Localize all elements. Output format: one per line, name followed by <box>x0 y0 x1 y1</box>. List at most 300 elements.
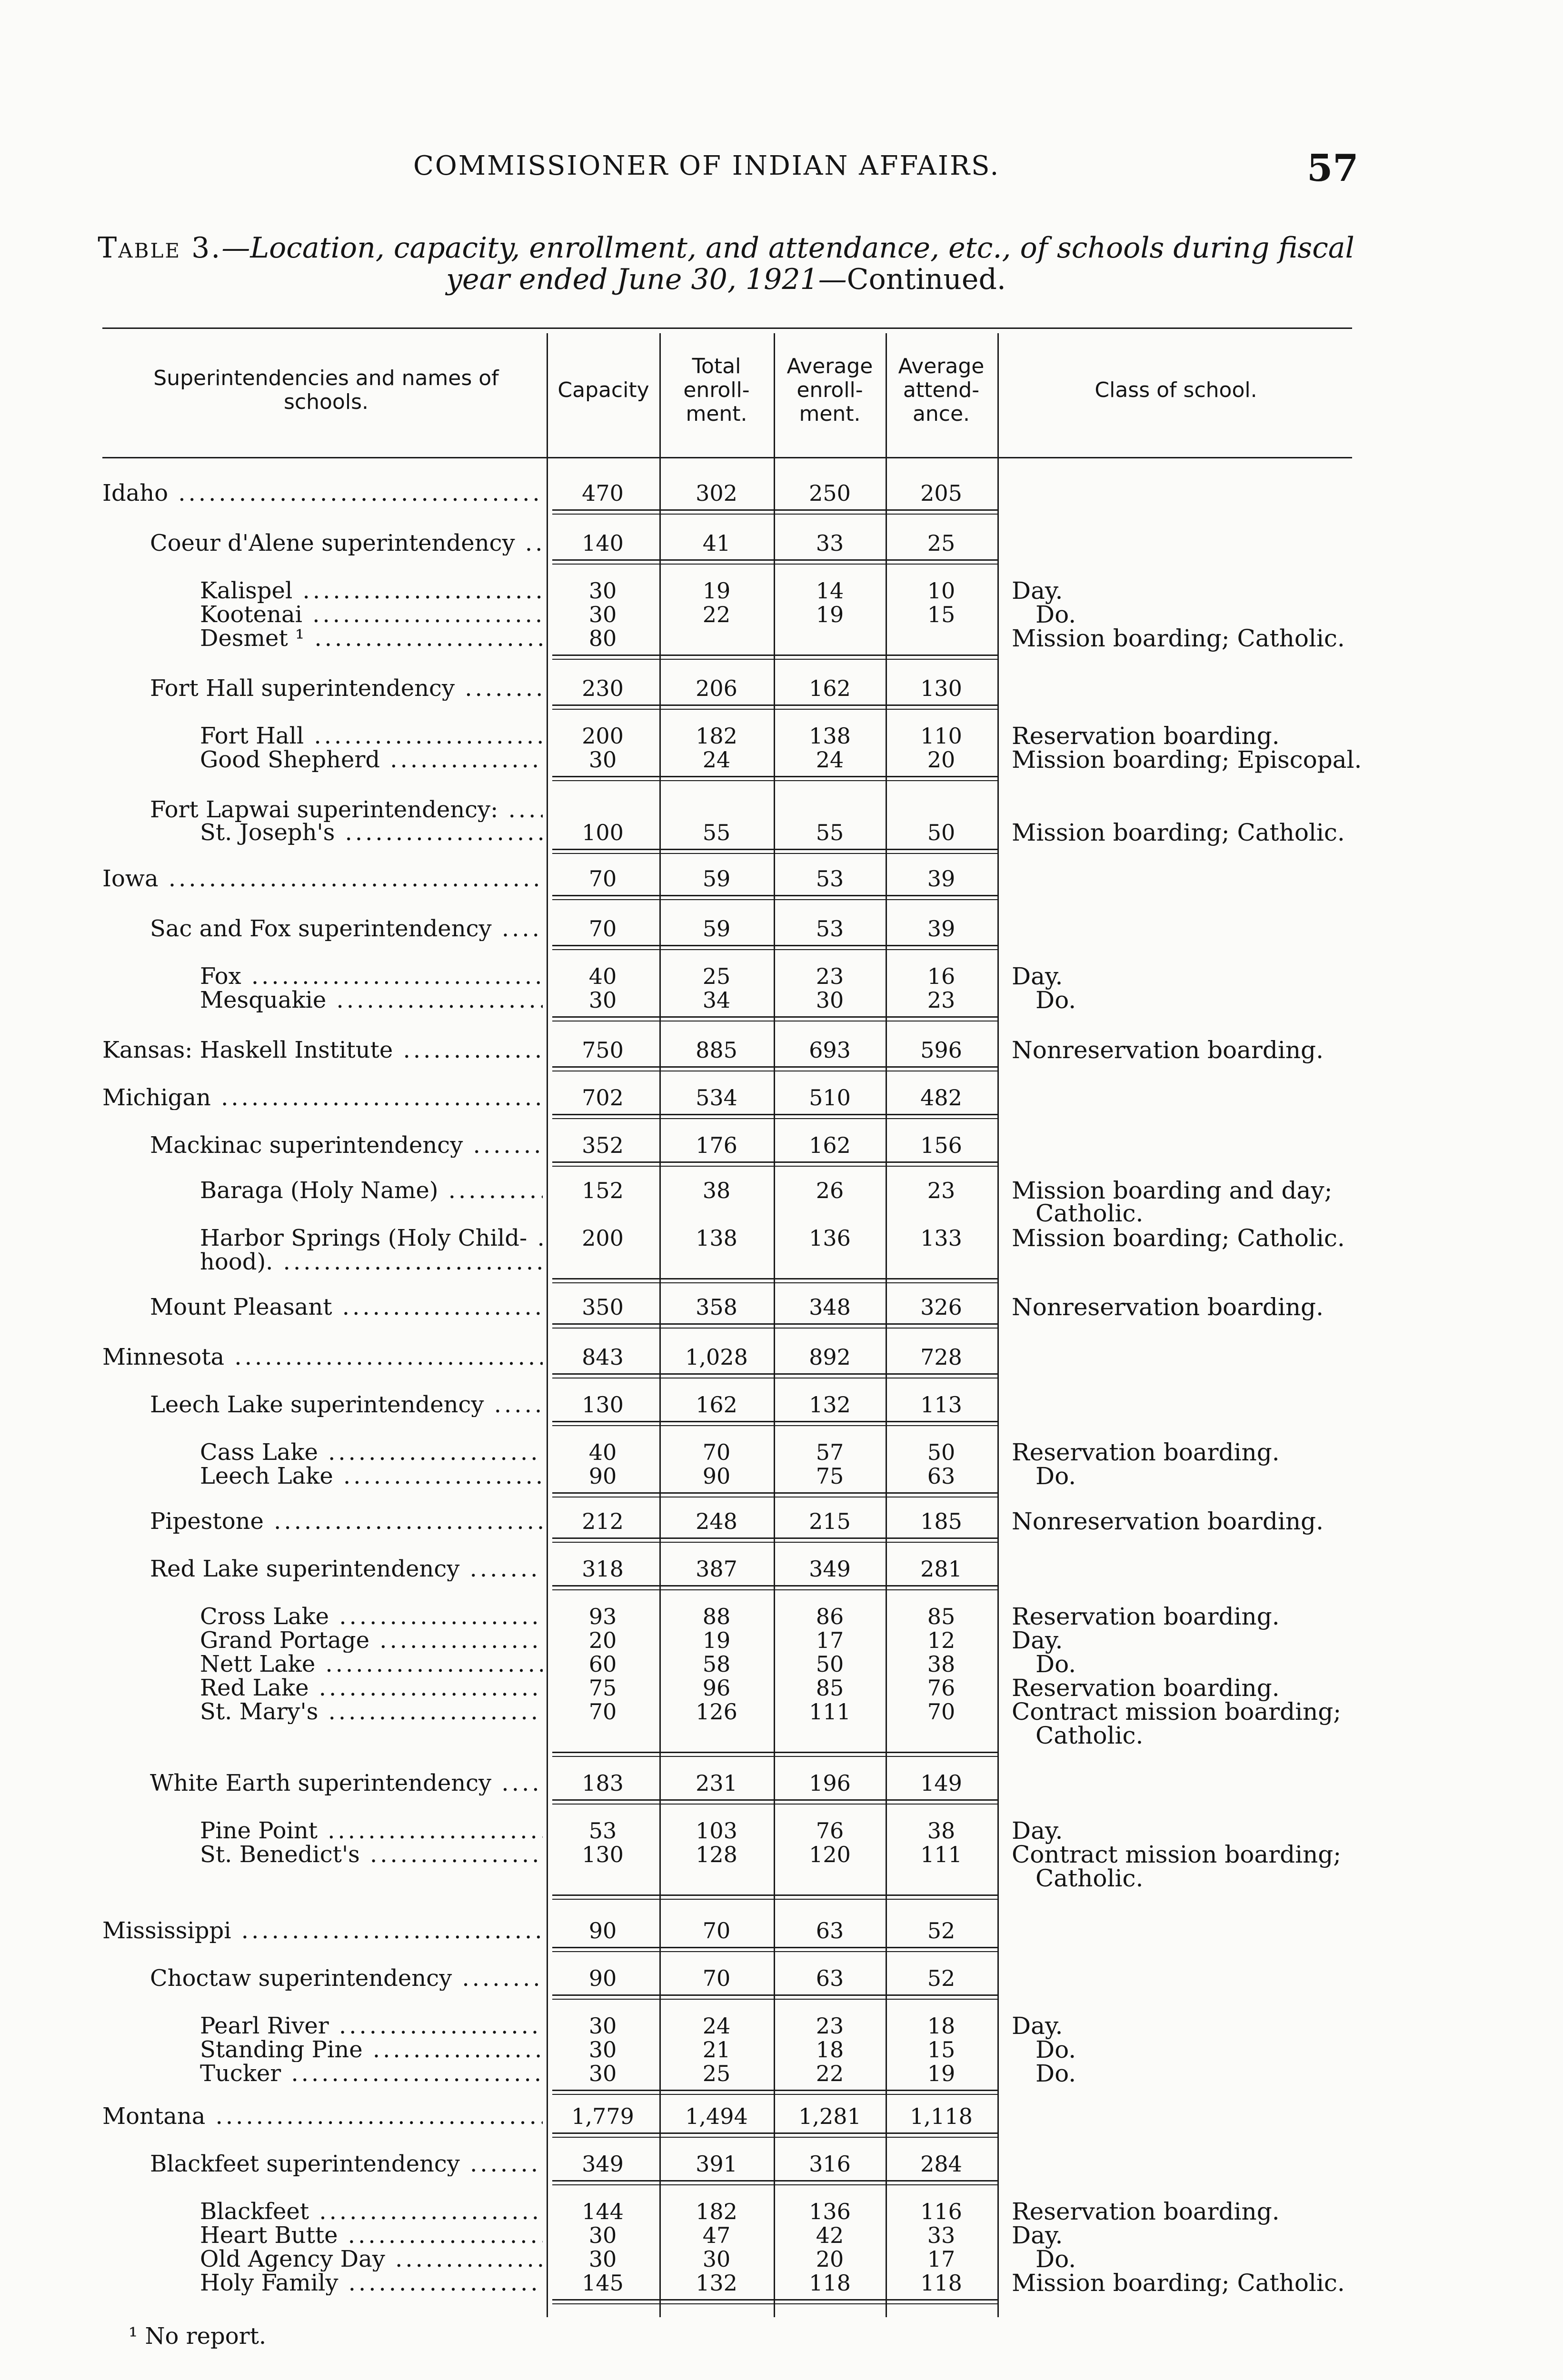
cell-att: 205 <box>920 480 962 506</box>
cell-att: 111 <box>920 1842 962 1867</box>
cell-att: 19 <box>927 2061 956 2086</box>
row-label: Iowa ..... <box>102 866 543 891</box>
cell-cap: 30 <box>588 2013 617 2039</box>
cell-tot: 19 <box>702 1627 731 1653</box>
cell-tot: 132 <box>696 2270 737 2296</box>
subtotal-rule <box>552 1537 997 1539</box>
cell-class: Do. <box>1035 1650 1076 1678</box>
cell-att: 50 <box>927 820 956 845</box>
page-number: 57 <box>1307 147 1359 190</box>
cell-tot: 231 <box>696 1770 737 1796</box>
subtotal-rule <box>552 1994 997 1996</box>
cell-cap: 70 <box>588 866 617 892</box>
cell-class: Do. <box>1035 601 1076 628</box>
cell-cap: 75 <box>588 1675 617 1701</box>
subtotal-rule <box>552 1804 997 1805</box>
subtotal-rule <box>552 1756 997 1757</box>
cell-att: 15 <box>927 2037 956 2063</box>
subtotal-rule <box>552 1894 997 1896</box>
cell-enr: 118 <box>809 2270 851 2296</box>
cell-enr: 42 <box>816 2222 844 2248</box>
cell-cap: 20 <box>588 1627 617 1653</box>
cell-enr: 348 <box>809 1294 851 1320</box>
row-label: Standing Pine ..... <box>200 2037 543 2062</box>
table-header-rule <box>102 457 1352 458</box>
cell-enr: 55 <box>816 820 844 845</box>
subtotal-rule <box>552 1282 997 1283</box>
cell-att: 113 <box>920 1392 962 1418</box>
column-header-class: Class of school. <box>1095 378 1257 402</box>
cell-class: Contract mission boarding; <box>1012 1698 1342 1726</box>
cell-cap: 130 <box>582 1392 624 1418</box>
row-label: Holy Family ..... <box>200 2271 543 2295</box>
cell-att: 20 <box>927 747 956 773</box>
cell-tot: 1,494 <box>685 2103 748 2129</box>
row-label: Choctaw superintendency ..... <box>150 1966 543 1991</box>
row-label: Fort Hall superintendency ..... <box>150 676 543 701</box>
cell-cap: 30 <box>588 2222 617 2248</box>
cell-enr: 138 <box>809 723 851 749</box>
subtotal-rule <box>552 1066 997 1068</box>
row-label: Blackfeet ..... <box>200 2199 543 2224</box>
column-header-avg-enrollment: Average enroll-ment. <box>786 354 873 426</box>
row-label: Cross Lake ..... <box>200 1604 543 1629</box>
cell-class: Reservation boarding. <box>1012 1438 1280 1466</box>
cell-class: Contract mission boarding; <box>1012 1841 1342 1868</box>
cell-class: Nonreservation boarding. <box>1012 1036 1324 1064</box>
cell-att: 25 <box>927 530 956 556</box>
row-label: St. Benedict's ..... <box>200 1842 543 1867</box>
cell-cap: 30 <box>588 2061 617 2086</box>
cell-cap: 80 <box>588 625 617 651</box>
cell-enr: 86 <box>816 1604 844 1629</box>
cell-cap: 30 <box>588 2037 617 2063</box>
cell-cap: 183 <box>582 1770 624 1796</box>
column-divider <box>997 333 999 2317</box>
cell-att: 39 <box>927 866 956 892</box>
subtotal-rule <box>552 1114 997 1115</box>
cell-cap: 152 <box>582 1178 624 1203</box>
cell-cap: 70 <box>588 916 617 942</box>
cell-cap: 140 <box>582 530 624 556</box>
cell-att: 1,118 <box>910 2103 973 2129</box>
subtotal-rule <box>552 1373 997 1375</box>
cell-tot: 22 <box>702 602 731 627</box>
subtotal-rule <box>552 509 997 511</box>
cell-tot: 248 <box>696 1508 737 1534</box>
cell-enr: 510 <box>809 1085 851 1111</box>
cell-tot: 391 <box>696 2151 737 2177</box>
running-title: COMMISSIONER OF INDIAN AFFAIRS. <box>413 150 1000 181</box>
cell-cap: 100 <box>582 820 624 845</box>
cell-class: Do. <box>1035 986 1076 1014</box>
footnote: ¹ No report. <box>129 2323 267 2350</box>
row-label: Kansas: Haskell Institute ..... <box>102 1038 543 1062</box>
cell-class: Day. <box>1012 962 1063 990</box>
cell-cap: 53 <box>588 1818 617 1844</box>
cell-enr: 162 <box>809 1132 851 1158</box>
cell-enr: 26 <box>816 1178 844 1203</box>
row-label: Leech Lake superintendency ..... <box>150 1392 543 1417</box>
cell-cap: 30 <box>588 578 617 604</box>
cell-enr: 85 <box>816 1675 844 1701</box>
subtotal-rule <box>552 2094 997 2095</box>
cell-enr: 53 <box>816 866 844 892</box>
cell-class: Do. <box>1035 2060 1076 2087</box>
cell-tot: 25 <box>702 2061 731 2086</box>
cell-enr: 75 <box>816 1463 844 1489</box>
cell-tot: 30 <box>702 2246 731 2272</box>
subtotal-rule <box>552 1947 997 1948</box>
table-top-rule <box>102 327 1352 329</box>
cell-att: 133 <box>920 1225 962 1251</box>
cell-class: Mission boarding; Catholic. <box>1012 1224 1345 1252</box>
cell-class: Do. <box>1035 1462 1076 1490</box>
row-label: Baraga (Holy Name) ..... <box>200 1178 543 1203</box>
cell-att: 52 <box>927 1965 956 1991</box>
cell-enr: 20 <box>816 2246 844 2272</box>
cell-att: 185 <box>920 1508 962 1534</box>
subtotal-rule <box>552 1589 997 1590</box>
row-label: Good Shepherd ..... <box>200 747 543 772</box>
cell-tot: 21 <box>702 2037 731 2063</box>
table-caption-text: —Location, capacity, enrollment, and attendance, etc., of schools during fiscal year ended June 30, 1921— <box>221 231 1354 296</box>
subtotal-rule <box>552 1421 997 1422</box>
subtotal-rule <box>552 704 997 706</box>
cell-tot: 182 <box>696 723 737 749</box>
cell-enr: 50 <box>816 1651 844 1677</box>
subtotal-rule <box>552 895 997 896</box>
row-label: Pine Point ..... <box>200 1818 543 1843</box>
subtotal-rule <box>552 2132 997 2134</box>
continued-label: Continued. <box>846 263 1006 296</box>
cell-att: 38 <box>927 1651 956 1677</box>
column-header-capacity: Capacity <box>558 378 649 402</box>
subtotal-rule <box>552 1951 997 1952</box>
column-divider <box>886 333 887 2317</box>
cell-tot: 206 <box>696 675 737 701</box>
cell-tot: 138 <box>696 1225 737 1251</box>
subtotal-rule <box>552 2299 997 2301</box>
subtotal-rule <box>552 776 997 777</box>
cell-enr: 215 <box>809 1508 851 1534</box>
cell-tot: 70 <box>702 1965 731 1991</box>
cell-cap: 40 <box>588 963 617 989</box>
subtotal-rule <box>552 559 997 561</box>
cell-cap: 200 <box>582 1225 624 1251</box>
cell-class: Day. <box>1012 2012 1063 2040</box>
cell-cap: 1,779 <box>571 2103 634 2129</box>
row-label: Mesquakie ..... <box>200 988 543 1012</box>
column-header-avg-attendance: Average attend-ance. <box>898 354 985 426</box>
cell-tot: 58 <box>702 1651 731 1677</box>
subtotal-rule <box>552 1016 997 1018</box>
cell-cap: 750 <box>582 1037 624 1063</box>
cell-cap: 30 <box>588 747 617 773</box>
row-label: Red Lake superintendency ..... <box>150 1557 543 1581</box>
cell-att: 281 <box>920 1556 962 1582</box>
cell-tot: 182 <box>696 2199 737 2224</box>
subtotal-rule <box>552 1278 997 1279</box>
cell-tot: 38 <box>702 1178 731 1203</box>
cell-enr: 23 <box>816 2013 844 2039</box>
subtotal-rule <box>552 1323 997 1325</box>
cell-cap: 30 <box>588 602 617 627</box>
cell-att: 23 <box>927 1178 956 1203</box>
row-label: hood). ..... <box>200 1250 543 1274</box>
cell-tot: 34 <box>702 987 731 1013</box>
row-label: Heart Butte ..... <box>200 2223 543 2248</box>
cell-tot: 302 <box>696 480 737 506</box>
cell-att: 482 <box>920 1085 962 1111</box>
cell-tot: 70 <box>702 1918 731 1944</box>
cell-cap: 230 <box>582 675 624 701</box>
cell-enr: 693 <box>809 1037 851 1063</box>
cell-tot: 90 <box>702 1463 731 1489</box>
cell-cap: 130 <box>582 1842 624 1867</box>
row-label: Fort Hall ..... <box>200 724 543 748</box>
cell-cap: 350 <box>582 1294 624 1320</box>
subtotal-rule <box>552 1328 997 1329</box>
cell-tot: 41 <box>702 530 731 556</box>
column-divider <box>774 333 775 2317</box>
cell-enr: 892 <box>809 1344 851 1370</box>
cell-cap: 40 <box>588 1439 617 1465</box>
subtotal-rule <box>552 2180 997 2182</box>
row-label: Blackfeet superintendency ..... <box>150 2152 543 2176</box>
cell-tot: 55 <box>702 820 731 845</box>
cell-att: 15 <box>927 602 956 627</box>
cell-enr: 162 <box>809 675 851 701</box>
subtotal-rule <box>552 2184 997 2185</box>
cell-enr: 33 <box>816 530 844 556</box>
cell-cap: 93 <box>588 1604 617 1629</box>
cell-att: 76 <box>927 1675 956 1701</box>
cell-cap: 90 <box>588 1463 617 1489</box>
cell-enr: 76 <box>816 1818 844 1844</box>
cell-tot: 103 <box>696 1818 737 1844</box>
cell-tot: 96 <box>702 1675 731 1701</box>
cell-att: 50 <box>927 1439 956 1465</box>
row-label: Mackinac superintendency ..... <box>150 1133 543 1158</box>
cell-att: 16 <box>927 963 956 989</box>
subtotal-rule <box>552 945 997 946</box>
subtotal-rule <box>552 899 997 900</box>
cell-att: 130 <box>920 675 962 701</box>
row-label: Nett Lake ..... <box>200 1652 543 1676</box>
cell-class: Mission boarding; Episcopal. <box>1012 746 1362 774</box>
cell-class: Day. <box>1012 577 1063 605</box>
cell-enr: 250 <box>809 480 851 506</box>
cell-cap: 90 <box>588 1918 617 1944</box>
subtotal-rule <box>552 849 997 850</box>
cell-enr: 316 <box>809 2151 851 2177</box>
subtotal-rule <box>552 1899 997 1900</box>
row-label: Harbor Springs (Holy Child- ..... <box>200 1226 543 1250</box>
row-label: Grand Portage ..... <box>200 1628 543 1653</box>
subtotal-rule <box>552 1752 997 1753</box>
row-label: Fort Lapwai superintendency: ..... <box>150 797 543 822</box>
cell-att: 17 <box>927 2246 956 2272</box>
row-label: Minnesota ..... <box>102 1345 543 1369</box>
cell-enr: 23 <box>816 963 844 989</box>
cell-cap: 30 <box>588 987 617 1013</box>
cell-att: 23 <box>927 987 956 1013</box>
cell-class: Catholic. <box>1035 1200 1144 1227</box>
cell-enr: 30 <box>816 987 844 1013</box>
cell-att: 18 <box>927 2013 956 2039</box>
cell-att: 39 <box>927 916 956 942</box>
cell-tot: 176 <box>696 1132 737 1158</box>
cell-att: 12 <box>927 1627 956 1653</box>
cell-att: 70 <box>927 1699 956 1725</box>
cell-tot: 162 <box>696 1392 737 1418</box>
cell-enr: 136 <box>809 1225 851 1251</box>
subtotal-rule <box>552 659 997 660</box>
column-divider <box>547 333 548 2317</box>
subtotal-rule <box>552 1999 997 2000</box>
row-label: Pipestone ..... <box>150 1509 543 1534</box>
cell-cap: 212 <box>582 1508 624 1534</box>
cell-class: Day. <box>1012 1626 1063 1654</box>
cell-cap: 352 <box>582 1132 624 1158</box>
cell-enr: 349 <box>809 1556 851 1582</box>
cell-class: Do. <box>1035 2245 1076 2273</box>
subtotal-rule <box>552 1799 997 1801</box>
row-label: Mount Pleasant ..... <box>150 1295 543 1319</box>
cell-enr: 18 <box>816 2037 844 2063</box>
row-label: Michigan ..... <box>102 1085 543 1110</box>
cell-enr: 1,281 <box>798 2103 861 2129</box>
cell-att: 156 <box>920 1132 962 1158</box>
cell-class: Mission boarding; Catholic. <box>1012 2269 1345 2297</box>
cell-enr: 111 <box>809 1699 851 1725</box>
row-label: Kalispel ..... <box>200 578 543 603</box>
cell-enr: 57 <box>816 1439 844 1465</box>
row-label: Tucker ..... <box>200 2061 543 2086</box>
cell-cap: 60 <box>588 1651 617 1677</box>
row-label: Montana ..... <box>102 2104 543 2129</box>
cell-cap: 144 <box>582 2199 624 2224</box>
cell-enr: 19 <box>816 602 844 627</box>
cell-tot: 1,028 <box>685 1344 748 1370</box>
row-label: Red Lake ..... <box>200 1676 543 1700</box>
cell-enr: 24 <box>816 747 844 773</box>
cell-class: Nonreservation boarding. <box>1012 1507 1324 1535</box>
cell-att: 596 <box>920 1037 962 1063</box>
cell-enr: 63 <box>816 1965 844 1991</box>
cell-att: 52 <box>927 1918 956 1944</box>
cell-tot: 24 <box>702 2013 731 2039</box>
column-header-name: Superintendencies and names of schools. <box>153 366 499 414</box>
cell-att: 33 <box>927 2222 956 2248</box>
subtotal-rule <box>552 1492 997 1494</box>
cell-att: 284 <box>920 2151 962 2177</box>
subtotal-rule <box>552 2137 997 2138</box>
cell-att: 149 <box>920 1770 962 1796</box>
cell-class: Nonreservation boarding. <box>1012 1293 1324 1321</box>
cell-cap: 843 <box>582 1344 624 1370</box>
subtotal-rule <box>552 514 997 515</box>
row-label: Old Agency Day ..... <box>200 2247 543 2271</box>
cell-enr: 53 <box>816 916 844 942</box>
subtotal-rule <box>552 853 997 854</box>
cell-att: 116 <box>920 2199 962 2224</box>
cell-cap: 145 <box>582 2270 624 2296</box>
row-label: Kootenai ..... <box>200 602 543 627</box>
cell-tot: 24 <box>702 747 731 773</box>
column-header-total: Total enroll-ment. <box>683 354 750 426</box>
cell-tot: 59 <box>702 866 731 892</box>
cell-tot: 88 <box>702 1604 731 1629</box>
cell-att: 63 <box>927 1463 956 1489</box>
cell-tot: 534 <box>696 1085 737 1111</box>
row-label: Mississippi ..... <box>102 1918 543 1943</box>
row-label: Cass Lake ..... <box>200 1440 543 1465</box>
subtotal-rule <box>552 709 997 710</box>
row-label: St. Joseph's ..... <box>200 820 543 845</box>
subtotal-rule <box>552 1118 997 1119</box>
cell-enr: 136 <box>809 2199 851 2224</box>
subtotal-rule <box>552 949 997 950</box>
cell-enr: 196 <box>809 1770 851 1796</box>
cell-cap: 70 <box>588 1699 617 1725</box>
subtotal-rule <box>552 1542 997 1543</box>
cell-class: Day. <box>1012 2221 1063 2249</box>
cell-class: Catholic. <box>1035 1722 1144 1749</box>
cell-class: Reservation boarding. <box>1012 1674 1280 1702</box>
cell-att: 326 <box>920 1294 962 1320</box>
cell-class: Mission boarding; Catholic. <box>1012 625 1345 652</box>
column-divider <box>659 333 661 2317</box>
subtotal-rule <box>552 1161 997 1163</box>
cell-cap: 90 <box>588 1965 617 1991</box>
running-header <box>0 147 1563 190</box>
cell-cap: 470 <box>582 480 624 506</box>
cell-class: Reservation boarding. <box>1012 722 1280 750</box>
cell-tot: 387 <box>696 1556 737 1582</box>
cell-class: Day. <box>1012 1817 1063 1844</box>
cell-tot: 70 <box>702 1439 731 1465</box>
cell-tot: 358 <box>696 1294 737 1320</box>
cell-cap: 30 <box>588 2246 617 2272</box>
cell-tot: 126 <box>696 1699 737 1725</box>
row-label: White Earth superintendency ..... <box>150 1771 543 1795</box>
cell-att: 38 <box>927 1818 956 1844</box>
cell-att: 118 <box>920 2270 962 2296</box>
row-label: Idaho ..... <box>102 481 543 506</box>
cell-enr: 120 <box>809 1842 851 1867</box>
row-label: Leech Lake ..... <box>200 1464 543 1488</box>
cell-enr: 14 <box>816 578 844 604</box>
row-label: Fox ..... <box>200 964 543 989</box>
subtotal-rule <box>552 564 997 565</box>
row-label: Coeur d'Alene superintendency ..... <box>150 531 543 555</box>
cell-cap: 200 <box>582 723 624 749</box>
cell-att: 110 <box>920 723 962 749</box>
cell-att: 10 <box>927 578 956 604</box>
cell-cap: 702 <box>582 1085 624 1111</box>
row-label: St. Mary's ..... <box>200 1699 543 1724</box>
table-label: Table 3. <box>98 231 222 265</box>
subtotal-rule <box>552 1585 997 1587</box>
cell-cap: 318 <box>582 1556 624 1582</box>
subtotal-rule <box>552 1425 997 1426</box>
cell-enr: 63 <box>816 1918 844 1944</box>
cell-cap: 349 <box>582 2151 624 2177</box>
cell-class: Do. <box>1035 2036 1076 2063</box>
cell-class: Reservation boarding. <box>1012 1603 1280 1630</box>
